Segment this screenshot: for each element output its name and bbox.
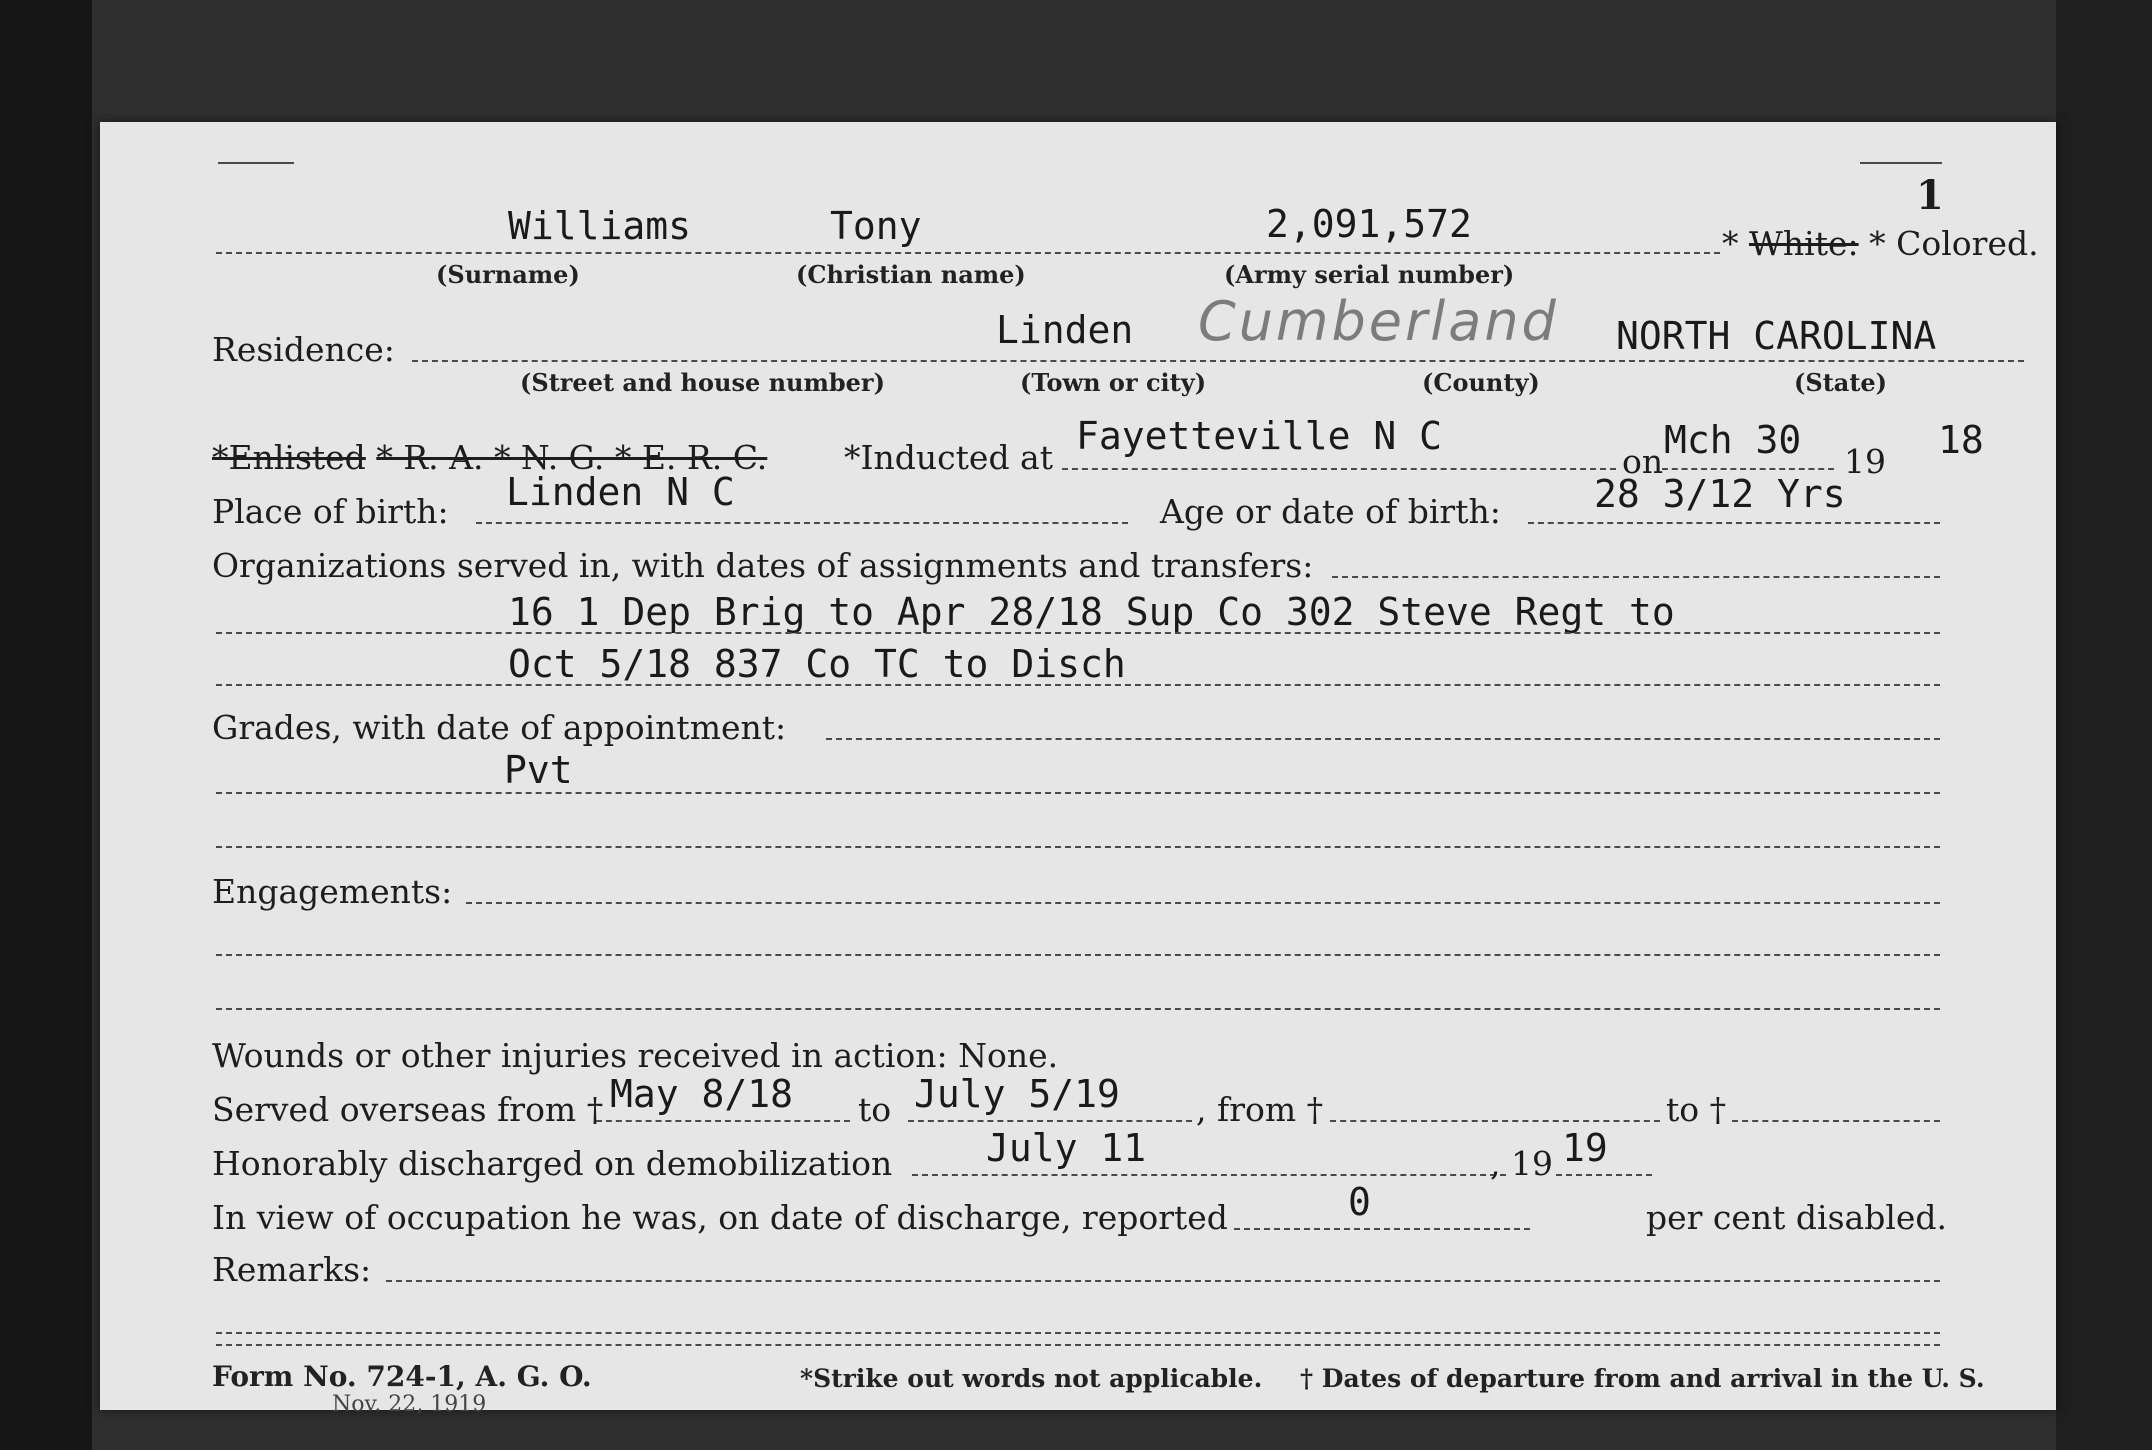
caption-street: (Street and house number)	[520, 368, 885, 397]
induction-year-prefix: 19	[1844, 442, 1886, 481]
form-number: Form No. 724-1, A. G. O.	[212, 1360, 592, 1393]
grades-value: Pvt	[504, 748, 573, 792]
discharge-date: July 11	[986, 1126, 1147, 1170]
overseas-to-line	[908, 1120, 1192, 1122]
wounds-label: Wounds or other injuries received in action: None.	[212, 1036, 1059, 1075]
organizations-rule-2	[216, 684, 1940, 686]
discharge-label: Honorably discharged on demobilization	[212, 1144, 893, 1183]
organizations-line-0	[1332, 576, 1940, 578]
discharge-year: 19	[1562, 1126, 1608, 1170]
engagements-line-0	[466, 902, 1940, 904]
induction-date: Mch 30	[1664, 418, 1802, 462]
grades-label: Grades, with date of appointment:	[212, 708, 787, 747]
discharge-year-prefix: , 19	[1490, 1144, 1553, 1183]
birth-place-value: Linden N C	[506, 470, 735, 514]
disability-suffix: per cent disabled.	[1646, 1198, 1948, 1237]
caption-surname: (Surname)	[436, 260, 580, 289]
caption-serial: (Army serial number)	[1224, 260, 1515, 289]
organizations-label: Organizations served in, with dates of assignments and transfers:	[212, 546, 1314, 585]
page-number: 1	[1916, 172, 1944, 219]
overseas-to2-label: to †	[1666, 1090, 1727, 1129]
induction-year: 18	[1938, 418, 1984, 462]
engagements-label: Engagements:	[212, 872, 453, 911]
overseas-to2-line	[1732, 1120, 1940, 1122]
birth-place-line	[476, 522, 1128, 524]
footnote-dates: † Dates of departure from and arrival in the U. S.	[1300, 1364, 1985, 1393]
remarks-line-0	[386, 1280, 1940, 1282]
form-date: Nov. 22, 1919	[332, 1392, 487, 1417]
residence-line	[412, 360, 2024, 362]
remarks-label: Remarks:	[212, 1250, 372, 1289]
engagements-line-2	[216, 1008, 1940, 1010]
race-white-struck: * White: * Colored.	[1722, 224, 2039, 263]
name-line	[216, 252, 1720, 254]
overseas-label: Served overseas from †	[212, 1090, 604, 1129]
remarks-line-1	[216, 1332, 1940, 1334]
residence-label: Residence:	[212, 330, 395, 369]
grades-line-2	[216, 846, 1940, 848]
grades-line-1	[216, 792, 1940, 794]
overseas-from2-line	[1330, 1120, 1660, 1122]
disability-label: In view of occupation he was, on date of discharge, reported	[212, 1198, 1228, 1237]
overseas-from-value: May 8/18	[610, 1072, 794, 1116]
serial-number-value: 2,091,572	[1266, 202, 1472, 246]
residence-state: NORTH CAROLINA	[1616, 314, 1937, 358]
enlistment-options: *Enlisted * R. A. * N. G. * E. R. C.	[212, 438, 768, 477]
organizations-line-1: 16 1 Dep Brig to Apr 28/18 Sup Co 302 Steve Regt to	[508, 590, 1675, 634]
grades-line-0	[826, 738, 1940, 740]
organizations-rule-1	[216, 632, 1940, 634]
residence-town: Linden	[996, 308, 1134, 352]
dark-border-left	[0, 0, 92, 1450]
caption-christian-name: (Christian name)	[796, 260, 1026, 289]
service-record-card	[100, 122, 2056, 1417]
on-label: on	[1622, 442, 1664, 481]
discharge-line	[912, 1174, 1506, 1176]
caption-town: (Town or city)	[1020, 368, 1207, 397]
residence-county: Cumberland	[1198, 290, 1559, 353]
top-left-rule	[218, 162, 294, 164]
engagements-line-1	[216, 954, 1940, 956]
christian-name-value: Tony	[830, 204, 922, 248]
disability-line	[1234, 1228, 1530, 1230]
dark-border-right	[2056, 0, 2152, 1450]
overseas-to-value: July 5/19	[914, 1072, 1120, 1116]
induction-date-line	[1662, 468, 1834, 470]
overseas-from-line	[596, 1120, 850, 1122]
surname-value: Williams	[508, 204, 692, 248]
top-right-rule	[1860, 162, 1942, 164]
overseas-to-label: to	[858, 1090, 892, 1129]
caption-county: (County)	[1422, 368, 1540, 397]
inducted-line	[1062, 468, 1616, 470]
age-line	[1528, 522, 1940, 524]
footnote-strike: *Strike out words not applicable.	[800, 1364, 1263, 1393]
remarks-line-2	[216, 1344, 1940, 1346]
overseas-from2-label: , from †	[1196, 1090, 1324, 1129]
organizations-line-2: Oct 5/18 837 Co TC to Disch	[508, 642, 1126, 686]
inducted-label: *Inducted at	[844, 438, 1053, 477]
disability-value: 0	[1348, 1180, 1371, 1224]
birth-place-label: Place of birth:	[212, 492, 449, 531]
discharge-year-line	[1556, 1174, 1652, 1176]
age-value: 28 3/12 Yrs	[1594, 472, 1846, 516]
caption-state: (State)	[1794, 368, 1888, 397]
age-label: Age or date of birth:	[1160, 492, 1501, 531]
inducted-at-value: Fayetteville N C	[1076, 414, 1443, 458]
